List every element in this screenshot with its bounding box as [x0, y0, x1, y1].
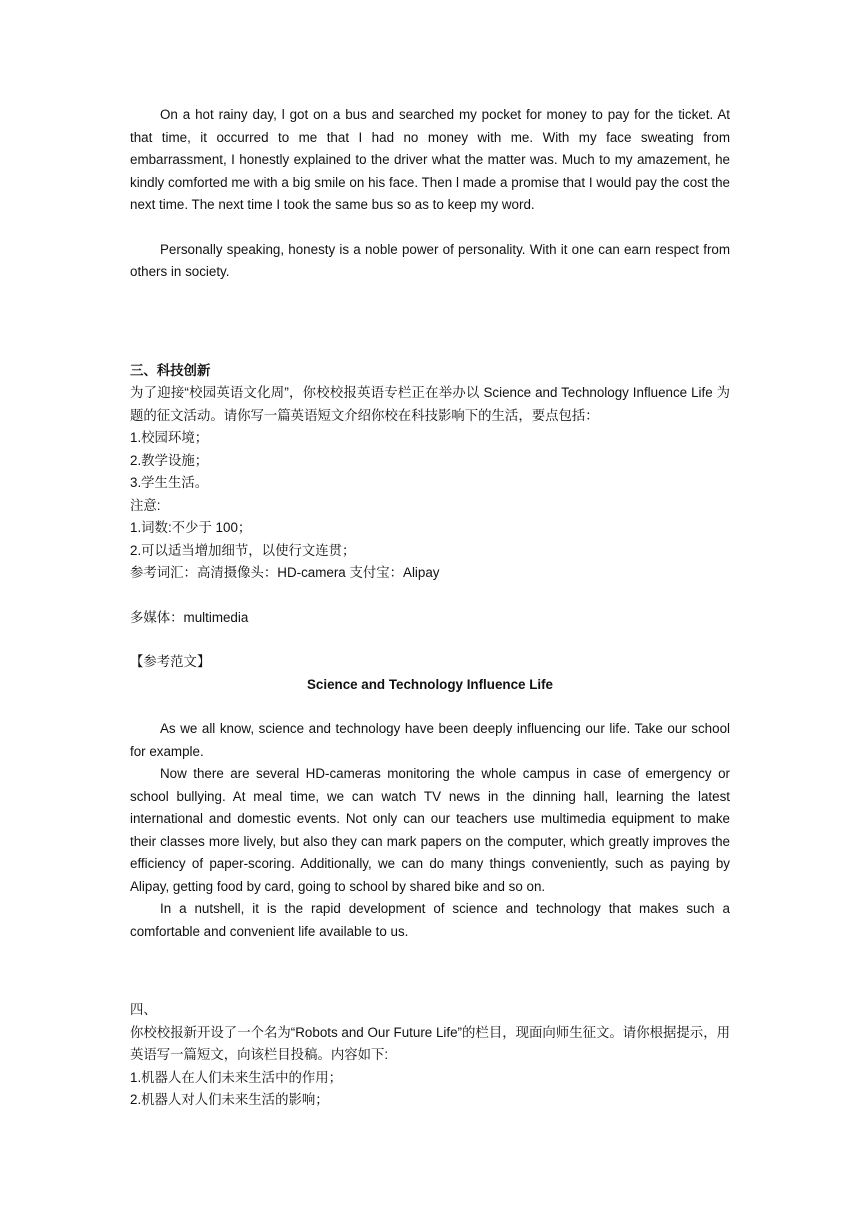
- sample-paragraph-2: Now there are several HD-cameras monitoring the whole campus in case of emergency or school bullying. At meal time, we can watch TV news in the dinning hall, learning the latest international and domestic events. Not only can our teachers use multimedia equipment to make their classes more lively, but also they can mark papers on the computer, which greatly improves the efficiency of paper-scoring. Additionally, we can do many things conveniently, such as paying by Alipay, getting food by card, going to school by shared bike and so on.: [130, 766, 730, 894]
- spacer: [130, 284, 730, 340]
- sample-essay-label: 【参考范文】: [130, 654, 211, 669]
- spacer: [130, 585, 730, 607]
- sample-paragraph-1: As we all know, science and technology have been deeply influencing our life. Take our school for example.: [130, 721, 730, 759]
- section3-point-2: 2.教学设施；: [130, 452, 209, 468]
- section4-heading: 四、: [130, 1002, 157, 1017]
- section3-prompt: 为了迎接“校园英语文化周”，你校校报英语专栏正在举办以 Science and Technology Influence Life 为题的征文活动。请你写一篇英语短文介绍你校在科技影响下的生活，要点包括：: [130, 385, 730, 423]
- spacer: [130, 696, 730, 718]
- section4-point-1: 1.机器人在人们未来生活中的作用；: [130, 1069, 343, 1085]
- section3-vocab-line-2: 多媒体：multimedia: [130, 609, 249, 625]
- sample-essay-title: Science and Technology Influence Life: [306, 676, 554, 692]
- section4-point-2: 2.机器人对人们未来生活的影响；: [130, 1092, 329, 1107]
- section3-vocab-line-1: 参考词汇：高清摄像头：HD-camera 支付宝：Alipay: [130, 565, 440, 580]
- sample-paragraph-3: In a nutshell, it is the rapid development of science and technology that makes such a comfortable and convenient life available to us.: [130, 901, 730, 939]
- section3-note-label: 注意:: [130, 497, 161, 513]
- section3-note-2: 2.可以适当增加细节，以使行文连贯；: [130, 542, 356, 558]
- document-page: [130, 104, 730, 1112]
- spacer: [130, 629, 730, 651]
- section3-point-3: 3.学生生活。: [130, 475, 209, 490]
- story-paragraph-1: On a hot rainy day, l got on a bus and searched my pocket for money to pay for the ticket. At that time, it occurred to me that I had no money with me. With my face sweating from embarrassment, I honestly explained to the driver what the matter was. Much to my amazement, he kindly comforted me with a big smile on his face. Then l made a promise that I would pay the cost the next time. The next time I took the same bus so as to keep my word.: [130, 107, 730, 212]
- story-paragraph-2: Personally speaking, honesty is a noble power of personality. With it one can earn respect from others in society.: [130, 241, 730, 279]
- spacer: [130, 943, 730, 999]
- section3-point-1: 1.校园环境；: [130, 430, 209, 445]
- spacer: [130, 217, 730, 239]
- section3-heading: 三、科技创新: [130, 362, 211, 378]
- section4-prompt: 你校校报新开设了一个名为“Robots and Our Future Life”的栏目，现面向师生征文。请你根据提示，用英语写一篇短文，向该栏目投稿。内容如下:: [130, 1024, 730, 1062]
- section3-note-1: 1.词数:不少于 100；: [130, 520, 252, 535]
